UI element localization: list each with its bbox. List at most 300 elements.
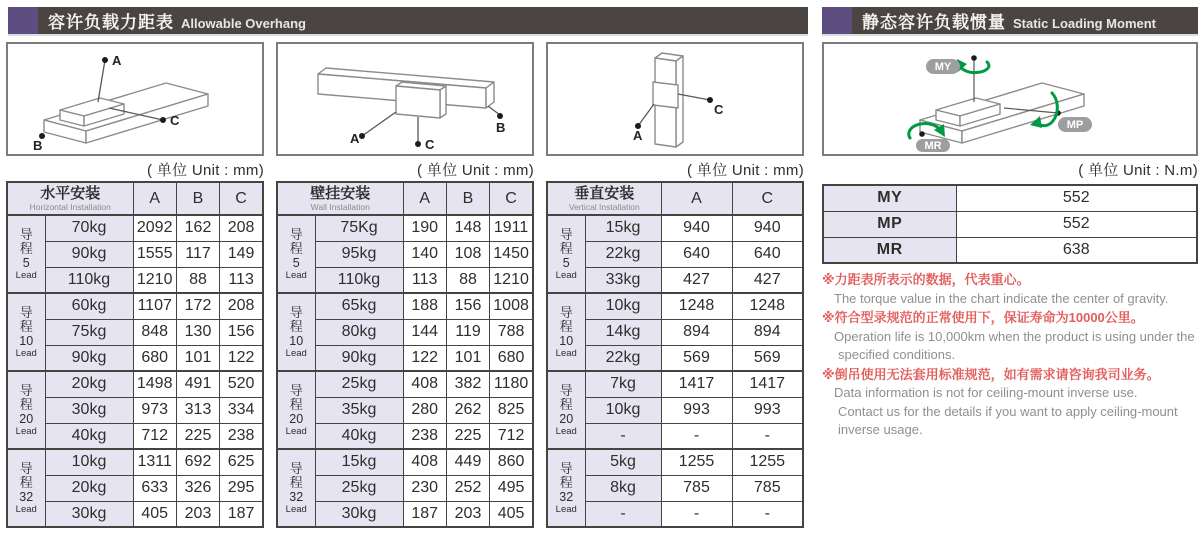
value-cell: 148 bbox=[446, 215, 489, 241]
lead-line: 5 bbox=[292, 255, 300, 270]
value-cell: 382 bbox=[446, 371, 489, 397]
weight-cell: 65kg bbox=[315, 293, 403, 319]
value-cell: 1555 bbox=[133, 241, 176, 267]
value-cell: 427 bbox=[661, 267, 732, 293]
wall-table-slot bbox=[276, 181, 534, 528]
value-cell: 569 bbox=[661, 345, 732, 371]
table-row bbox=[7, 319, 263, 345]
table-row bbox=[7, 293, 263, 319]
value-cell: 119 bbox=[446, 319, 489, 345]
lead-line: Lead bbox=[285, 503, 307, 515]
value-cell: 113 bbox=[220, 267, 263, 293]
lead-line: 导 bbox=[289, 460, 303, 476]
value-cell: - bbox=[661, 501, 732, 527]
note-en-line: inverse usage. bbox=[838, 422, 923, 437]
value-cell: 101 bbox=[176, 345, 219, 371]
lead-line: Lead bbox=[285, 269, 307, 281]
value-cell: 295 bbox=[220, 475, 263, 501]
value-cell: 208 bbox=[220, 293, 263, 319]
table-header-row bbox=[547, 182, 803, 215]
column-header-b: B bbox=[176, 182, 219, 215]
my-moment-label: MY bbox=[934, 61, 952, 73]
weight-cell: 90kg bbox=[45, 241, 133, 267]
table-header-row bbox=[277, 182, 533, 215]
value-cell: 1255 bbox=[661, 449, 732, 475]
static-loading-moment-title-zh: 静态容许负载惯量 bbox=[862, 13, 1006, 32]
value-cell: 785 bbox=[732, 475, 803, 501]
moment-row bbox=[823, 211, 1197, 237]
value-cell: 1255 bbox=[732, 449, 803, 475]
horizontal-table-slot bbox=[6, 181, 264, 528]
lead-line: 20 bbox=[19, 411, 34, 426]
value-cell: 993 bbox=[661, 397, 732, 423]
weight-cell: 20kg bbox=[45, 475, 133, 501]
point-a-label: A bbox=[350, 131, 360, 146]
static-loading-moment-diagram bbox=[822, 42, 1198, 156]
purple-accent-block bbox=[8, 7, 38, 34]
column-header-c: C bbox=[220, 182, 263, 215]
table-row bbox=[277, 319, 533, 345]
table-row bbox=[7, 267, 263, 293]
purple-accent-block bbox=[822, 7, 852, 34]
allowable-overhang-title-en: Allowable Overhang bbox=[181, 16, 306, 31]
note-en-line: The torque value in the chart indicate the center of gravity. bbox=[834, 290, 1169, 306]
lead-line: 导 bbox=[19, 460, 33, 476]
lead-line: 导 bbox=[19, 382, 33, 398]
allowable-overhang-title bbox=[38, 8, 316, 33]
value-cell: 88 bbox=[446, 267, 489, 293]
weight-cell: 10kg bbox=[585, 293, 661, 319]
horizontal-actuator-drawing bbox=[8, 44, 262, 154]
weight-cell: 110kg bbox=[315, 267, 403, 293]
lead-line: Lead bbox=[555, 503, 577, 515]
value-cell: 848 bbox=[133, 319, 176, 345]
mr-moment-label: MR bbox=[924, 140, 942, 152]
value-cell: 640 bbox=[661, 241, 732, 267]
lead-cell bbox=[547, 293, 585, 371]
value-cell: 225 bbox=[446, 423, 489, 449]
value-cell: 625 bbox=[220, 449, 263, 475]
value-cell: 162 bbox=[176, 215, 219, 241]
value-cell: 144 bbox=[403, 319, 446, 345]
moment-value: 552 bbox=[956, 211, 1197, 237]
value-cell: 940 bbox=[732, 215, 803, 241]
overhang-table-vertical bbox=[546, 181, 804, 528]
table-row bbox=[547, 215, 803, 241]
lead-cell bbox=[7, 371, 45, 449]
lead-line: 程 bbox=[559, 318, 573, 334]
value-cell: 569 bbox=[732, 345, 803, 371]
value-cell: 408 bbox=[403, 449, 446, 475]
lead-line: 导 bbox=[19, 226, 33, 242]
value-cell: 156 bbox=[446, 293, 489, 319]
vertical-actuator-drawing bbox=[548, 44, 802, 154]
weight-cell: 40kg bbox=[45, 423, 133, 449]
weight-cell: 30kg bbox=[45, 501, 133, 527]
note-en-line: Data information is not for ceiling-mount inverse use. bbox=[834, 385, 1138, 400]
static-loading-moment-table bbox=[822, 184, 1198, 264]
table-title-wall bbox=[277, 182, 403, 215]
column-header-a: A bbox=[661, 182, 732, 215]
table-row bbox=[7, 215, 263, 241]
lead-line: Lead bbox=[15, 425, 37, 437]
table-row bbox=[547, 501, 803, 527]
value-cell: 1417 bbox=[661, 371, 732, 397]
value-cell: 238 bbox=[220, 423, 263, 449]
point-b-label: B bbox=[496, 120, 506, 135]
wall-actuator-drawing bbox=[278, 44, 532, 154]
lead-line: 32 bbox=[559, 489, 574, 504]
lead-line: 导 bbox=[289, 226, 303, 242]
value-cell: 1498 bbox=[133, 371, 176, 397]
value-cell: 408 bbox=[403, 371, 446, 397]
value-cell: 208 bbox=[220, 215, 263, 241]
column-header-a: A bbox=[133, 182, 176, 215]
lead-line: 导 bbox=[559, 460, 573, 476]
moment-row bbox=[823, 185, 1197, 211]
table-title-en: Vertical Installation bbox=[568, 202, 640, 212]
point-c-label: C bbox=[425, 137, 435, 152]
value-cell: 1450 bbox=[490, 241, 533, 267]
lead-cell bbox=[7, 449, 45, 527]
value-cell: 680 bbox=[490, 345, 533, 371]
moment-value: 552 bbox=[956, 185, 1197, 211]
value-cell: 203 bbox=[176, 501, 219, 527]
horizontal-installation-diagram bbox=[6, 42, 264, 156]
table-row bbox=[277, 345, 533, 371]
lead-line: 程 bbox=[289, 396, 303, 412]
static-loading-moment-title-en: Static Loading Moment bbox=[1013, 16, 1156, 31]
value-cell: - bbox=[661, 423, 732, 449]
value-cell: 1210 bbox=[133, 267, 176, 293]
weight-cell: 15kg bbox=[315, 449, 403, 475]
table-row bbox=[7, 371, 263, 397]
value-cell: 149 bbox=[220, 241, 263, 267]
weight-cell: 22kg bbox=[585, 241, 661, 267]
column-header-c: C bbox=[490, 182, 533, 215]
value-cell: 1417 bbox=[732, 371, 803, 397]
lead-line: 程 bbox=[289, 240, 303, 256]
lead-line: 32 bbox=[289, 489, 304, 504]
value-cell: 1008 bbox=[490, 293, 533, 319]
weight-cell: 60kg bbox=[45, 293, 133, 319]
value-cell: 640 bbox=[732, 241, 803, 267]
static-loading-moment-title bbox=[852, 8, 1166, 33]
value-cell: 117 bbox=[176, 241, 219, 267]
weight-cell: 30kg bbox=[315, 501, 403, 527]
value-cell: 860 bbox=[490, 449, 533, 475]
value-cell: 88 bbox=[176, 267, 219, 293]
lead-line: Lead bbox=[15, 269, 37, 281]
value-cell: 108 bbox=[446, 241, 489, 267]
value-cell: 313 bbox=[176, 397, 219, 423]
note-block bbox=[822, 366, 1200, 440]
table-row bbox=[277, 475, 533, 501]
value-cell: 156 bbox=[220, 319, 263, 345]
moment-actuator-drawing bbox=[824, 44, 1196, 154]
value-cell: 449 bbox=[446, 449, 489, 475]
footnotes bbox=[822, 271, 1200, 441]
lead-line: 10 bbox=[19, 333, 34, 348]
value-cell: 262 bbox=[446, 397, 489, 423]
table-title-horizontal bbox=[7, 182, 133, 215]
value-cell: 1210 bbox=[490, 267, 533, 293]
lead-line: Lead bbox=[285, 347, 307, 359]
table-row bbox=[277, 449, 533, 475]
value-cell: 188 bbox=[403, 293, 446, 319]
lead-cell bbox=[277, 371, 315, 449]
table-row bbox=[277, 241, 533, 267]
table-row bbox=[277, 293, 533, 319]
point-a-label: A bbox=[112, 53, 122, 68]
weight-cell: 7kg bbox=[585, 371, 661, 397]
moment-label: MP bbox=[823, 211, 956, 237]
value-cell: 230 bbox=[403, 475, 446, 501]
lead-line: Lead bbox=[15, 347, 37, 359]
note-zh-line: ※力距表所表示的数据，代表重心。 bbox=[822, 272, 1030, 287]
point-c-label: C bbox=[714, 102, 724, 117]
weight-cell: 35kg bbox=[315, 397, 403, 423]
value-cell: 122 bbox=[220, 345, 263, 371]
value-cell: 140 bbox=[403, 241, 446, 267]
lead-line: 程 bbox=[19, 318, 33, 334]
lead-line: 程 bbox=[289, 474, 303, 490]
value-cell: 334 bbox=[220, 397, 263, 423]
lead-line: Lead bbox=[285, 425, 307, 437]
point-c-label: C bbox=[170, 113, 180, 128]
weight-cell: - bbox=[585, 501, 661, 527]
weight-cell: 5kg bbox=[585, 449, 661, 475]
value-cell: 187 bbox=[403, 501, 446, 527]
note-block bbox=[822, 271, 1200, 308]
table-row bbox=[277, 371, 533, 397]
weight-cell: 80kg bbox=[315, 319, 403, 345]
weight-cell: 10kg bbox=[45, 449, 133, 475]
point-a-label: A bbox=[633, 128, 643, 143]
note-en-line: Contact us for the details if you want to apply ceiling-mount bbox=[838, 403, 1178, 419]
value-cell: 427 bbox=[732, 267, 803, 293]
static-loading-moment-header bbox=[822, 7, 1198, 34]
table-row bbox=[547, 319, 803, 345]
weight-cell: 33kg bbox=[585, 267, 661, 293]
value-cell: 692 bbox=[176, 449, 219, 475]
lead-cell bbox=[7, 215, 45, 293]
moment-row bbox=[823, 237, 1197, 263]
lead-line: 导 bbox=[559, 382, 573, 398]
table-row bbox=[7, 475, 263, 501]
weight-cell: 25kg bbox=[315, 371, 403, 397]
weight-cell: 8kg bbox=[585, 475, 661, 501]
lead-line: Lead bbox=[15, 503, 37, 515]
unit-label-mm: ( 单位 Unit : mm) bbox=[147, 162, 264, 179]
weight-cell: 25kg bbox=[315, 475, 403, 501]
value-cell: 633 bbox=[133, 475, 176, 501]
column-header-b: B bbox=[446, 182, 489, 215]
weight-cell: 30kg bbox=[45, 397, 133, 423]
column-header-a: A bbox=[403, 182, 446, 215]
vertical-installation-diagram bbox=[546, 42, 804, 156]
value-cell: 1911 bbox=[490, 215, 533, 241]
moment-label: MY bbox=[823, 185, 956, 211]
value-cell: 405 bbox=[133, 501, 176, 527]
table-title-en: Horizontal Installation bbox=[29, 202, 111, 212]
weight-cell: 75kg bbox=[45, 319, 133, 345]
table-row bbox=[547, 241, 803, 267]
moment-value: 638 bbox=[956, 237, 1197, 263]
point-b-label: B bbox=[33, 138, 43, 153]
value-cell: 238 bbox=[403, 423, 446, 449]
lead-line: 导 bbox=[289, 382, 303, 398]
value-cell: 520 bbox=[220, 371, 263, 397]
value-cell: 101 bbox=[446, 345, 489, 371]
value-cell: 1248 bbox=[661, 293, 732, 319]
allowable-overhang-title-zh: 容许负载力距表 bbox=[48, 13, 174, 32]
value-cell: 326 bbox=[176, 475, 219, 501]
lead-line: 10 bbox=[559, 333, 574, 348]
lead-line: 程 bbox=[559, 474, 573, 490]
note-zh-line: ※符合型录规范的正常使用下，保证寿命为10000公里。 bbox=[822, 310, 1144, 325]
table-title-zh: 壁挂安装 bbox=[310, 185, 371, 202]
table-row bbox=[547, 371, 803, 397]
weight-cell: 14kg bbox=[585, 319, 661, 345]
table-row bbox=[277, 423, 533, 449]
value-cell: 203 bbox=[446, 501, 489, 527]
table-row bbox=[7, 449, 263, 475]
value-cell: 252 bbox=[446, 475, 489, 501]
table-row bbox=[277, 501, 533, 527]
lead-line: 导 bbox=[19, 304, 33, 320]
weight-cell: 15kg bbox=[585, 215, 661, 241]
value-cell: 280 bbox=[403, 397, 446, 423]
unit-label-mm: ( 单位 Unit : mm) bbox=[687, 162, 804, 179]
table-row bbox=[7, 397, 263, 423]
table-title-zh: 垂直安装 bbox=[574, 185, 635, 202]
note-block bbox=[822, 309, 1200, 365]
unit-label-nm: ( 单位 Unit : N.m) bbox=[1078, 162, 1198, 179]
value-cell: 225 bbox=[176, 423, 219, 449]
value-cell: - bbox=[732, 423, 803, 449]
table-row bbox=[277, 267, 533, 293]
table-title-vertical bbox=[547, 182, 661, 215]
weight-cell: 75Kg bbox=[315, 215, 403, 241]
value-cell: 785 bbox=[661, 475, 732, 501]
mp-moment-label: MP bbox=[1066, 119, 1084, 131]
lead-line: 程 bbox=[559, 240, 573, 256]
vertical-table-slot bbox=[546, 181, 804, 528]
table-row bbox=[277, 215, 533, 241]
table-row bbox=[7, 501, 263, 527]
lead-cell bbox=[547, 449, 585, 527]
value-cell: 187 bbox=[220, 501, 263, 527]
allowable-overhang-header bbox=[8, 7, 808, 34]
weight-cell: 40kg bbox=[315, 423, 403, 449]
lead-cell bbox=[547, 215, 585, 293]
value-cell: 1311 bbox=[133, 449, 176, 475]
value-cell: 1248 bbox=[732, 293, 803, 319]
value-cell: 973 bbox=[133, 397, 176, 423]
lead-line: 导 bbox=[559, 304, 573, 320]
table-row bbox=[7, 423, 263, 449]
value-cell: 894 bbox=[732, 319, 803, 345]
unit-label-mm: ( 单位 Unit : mm) bbox=[417, 162, 534, 179]
table-row bbox=[7, 345, 263, 371]
note-en-line: specified conditions. bbox=[838, 347, 956, 362]
lead-line: 5 bbox=[562, 255, 570, 270]
weight-cell: 70kg bbox=[45, 215, 133, 241]
table-row bbox=[547, 267, 803, 293]
moment-table-wrap bbox=[822, 184, 1198, 264]
lead-line: 程 bbox=[19, 474, 33, 490]
table-row bbox=[277, 397, 533, 423]
value-cell: 491 bbox=[176, 371, 219, 397]
lead-line: Lead bbox=[555, 269, 577, 281]
value-cell: - bbox=[732, 501, 803, 527]
value-cell: 1180 bbox=[490, 371, 533, 397]
lead-cell bbox=[547, 371, 585, 449]
value-cell: 2092 bbox=[133, 215, 176, 241]
value-cell: 940 bbox=[661, 215, 732, 241]
table-row bbox=[547, 345, 803, 371]
value-cell: 130 bbox=[176, 319, 219, 345]
lead-line: 导 bbox=[289, 304, 303, 320]
value-cell: 825 bbox=[490, 397, 533, 423]
weight-cell: - bbox=[585, 423, 661, 449]
lead-line: 导 bbox=[559, 226, 573, 242]
table-row bbox=[547, 475, 803, 501]
value-cell: 894 bbox=[661, 319, 732, 345]
lead-line: 程 bbox=[559, 396, 573, 412]
lead-line: 32 bbox=[19, 489, 34, 504]
weight-cell: 20kg bbox=[45, 371, 133, 397]
value-cell: 190 bbox=[403, 215, 446, 241]
table-title-en: Wall Installation bbox=[310, 202, 370, 212]
value-cell: 712 bbox=[490, 423, 533, 449]
weight-cell: 90kg bbox=[45, 345, 133, 371]
note-en-line: Operation life is 10,000km when the product is using under the bbox=[834, 328, 1195, 344]
table-row bbox=[547, 449, 803, 475]
value-cell: 788 bbox=[490, 319, 533, 345]
lead-line: 程 bbox=[19, 240, 33, 256]
lead-cell bbox=[7, 293, 45, 371]
lead-line: Lead bbox=[555, 347, 577, 359]
lead-cell bbox=[277, 293, 315, 371]
value-cell: 993 bbox=[732, 397, 803, 423]
weight-cell: 90kg bbox=[315, 345, 403, 371]
lead-cell bbox=[277, 449, 315, 527]
weight-cell: 22kg bbox=[585, 345, 661, 371]
lead-line: 20 bbox=[559, 411, 574, 426]
value-cell: 113 bbox=[403, 267, 446, 293]
table-row bbox=[547, 293, 803, 319]
value-cell: 122 bbox=[403, 345, 446, 371]
lead-line: Lead bbox=[555, 425, 577, 437]
overhang-table-horizontal bbox=[6, 181, 264, 528]
value-cell: 1107 bbox=[133, 293, 176, 319]
wall-installation-diagram bbox=[276, 42, 534, 156]
lead-line: 程 bbox=[19, 396, 33, 412]
value-cell: 712 bbox=[133, 423, 176, 449]
lead-line: 10 bbox=[289, 333, 304, 348]
value-cell: 405 bbox=[490, 501, 533, 527]
table-title-zh: 水平安装 bbox=[40, 185, 101, 202]
overhang-table-wall bbox=[276, 181, 534, 528]
lead-line: 5 bbox=[22, 255, 30, 270]
table-row bbox=[547, 423, 803, 449]
table-header-row bbox=[7, 182, 263, 215]
table-row bbox=[547, 397, 803, 423]
lead-line: 20 bbox=[289, 411, 304, 426]
moment-label: MR bbox=[823, 237, 956, 263]
